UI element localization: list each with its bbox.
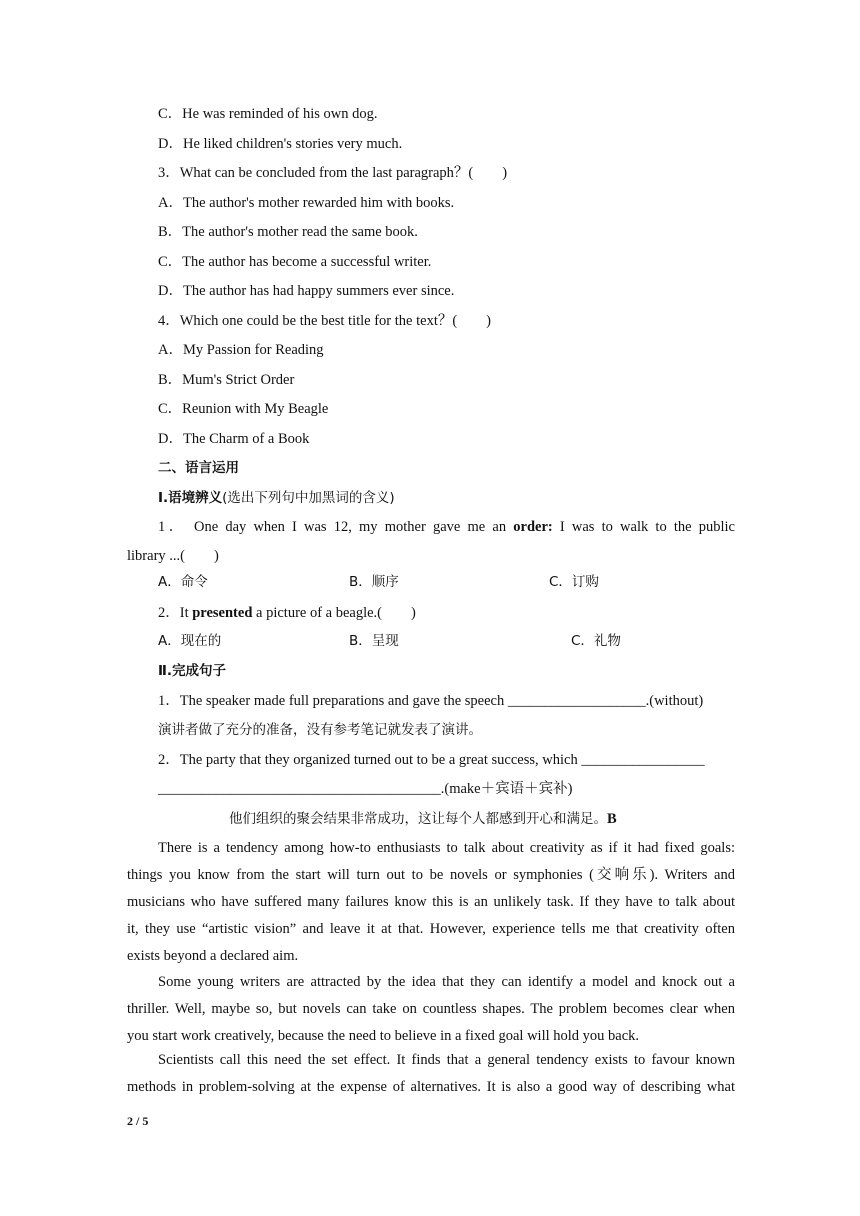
- option-b-q4: B．Mum's Strict Order: [158, 372, 295, 388]
- section-title: 二、语言运用: [158, 460, 239, 476]
- item2-line: [158, 603, 416, 623]
- item2-text-pre: 2．It: [158, 605, 193, 621]
- question-3-stem: 3．What can be concluded from the last paragraph？( ): [158, 165, 508, 181]
- item1-option-c: C．订购: [549, 574, 599, 590]
- option-c-q2: C．He was reminded of his own dog.: [158, 106, 378, 122]
- option-a-q3: A．The author's mother rewarded him with books.: [158, 195, 455, 211]
- option-c-q4: C．Reunion with My Beagle: [158, 401, 329, 417]
- item1-option-b: B．顺序: [349, 574, 399, 590]
- part1-title: [158, 488, 395, 508]
- option-d-q4: D．The Charm of a Book: [158, 431, 310, 447]
- option-a-q4: A．My Passion for Reading: [158, 342, 324, 358]
- passage-p2-line2: thriller. Well, maybe so, but novels can take on countless shapes. The problem becomes clear when: [127, 1001, 735, 1017]
- option-d-q2: D．He liked children's stories very much.: [158, 136, 403, 152]
- item2-option-a: A．现在的: [158, 633, 222, 649]
- sentence2-chinese: [229, 809, 617, 829]
- sentence2-english-b: _______________________________________.(make＋宾语＋宾补): [158, 781, 573, 797]
- page-number: 2 / 5: [127, 1114, 149, 1128]
- item2-bold-word: presented: [192, 605, 253, 621]
- sentence2-chinese-text: 他们组织的聚会结果非常成功，这让每个人都感到开心和满足。: [229, 811, 607, 827]
- question-4-stem: 4．Which one could be the best title for the text？( ): [158, 313, 492, 329]
- sentence2-english-a: 2．The party that they organized turned out to be a great success, which _________________: [158, 752, 705, 768]
- item2-text-post: a picture of a beagle.( ): [252, 605, 416, 621]
- item2-option-c: C．礼物: [571, 633, 621, 649]
- item1-text-post: I was to walk to the public: [552, 519, 735, 535]
- passage-p1-line3: musicians who have suffered many failures know this is an unlikely task. If they have to talk about: [127, 894, 735, 910]
- option-b-q3: B．The author's mother read the same book.: [158, 224, 418, 240]
- passage-label: B: [607, 811, 617, 827]
- passage-p1-line4: it, they use “artistic vision” and leave it at that. However, experience tells me that creativity often: [127, 921, 735, 937]
- passage-p3-line2: methods in problem-solving at the expense of alternatives. It is also a good way of describing what: [127, 1079, 735, 1095]
- option-d-q3: D．The author has had happy summers ever since.: [158, 283, 455, 299]
- item1-text-pre: 1． One day when I was 12, my mother gave me an: [158, 519, 514, 535]
- part2-title: Ⅱ.完成句子: [158, 663, 227, 679]
- passage-p2-line1: Some young writers are attracted by the idea that they can identify a model and knock out a: [158, 974, 735, 990]
- part1-title-main: Ⅰ.语境辨义: [158, 490, 223, 506]
- option-c-q3: C．The author has become a successful writer.: [158, 254, 432, 270]
- passage-p1-line1: There is a tendency among how-to enthusiasts to talk about creativity as if it had fixed goals:: [158, 840, 735, 856]
- part1-title-note: (选出下列句中加黑词的含义): [222, 490, 395, 506]
- item2-option-b: B．呈现: [349, 633, 399, 649]
- item1-bold-word: order:: [513, 519, 553, 535]
- sentence1-english: 1．The speaker made full preparations and gave the speech ___________________.(without): [158, 693, 704, 709]
- sentence1-chinese: 演讲者做了充分的准备，没有参考笔记就发表了演讲。: [158, 722, 482, 738]
- passage-p2-line3: you start work creatively, because the need to believe in a fixed goal will hold you back.: [127, 1028, 640, 1044]
- item1-option-a: A．命令: [158, 574, 208, 590]
- passage-p1-line2: things you know from the start will turn out to be novels or symphonies (交响乐). Writers and: [127, 867, 735, 883]
- passage-p3-line1: Scientists call this need the set effect. It finds that a general tendency exists to favour known: [158, 1052, 735, 1068]
- item1-line2: library ...( ): [127, 548, 219, 564]
- item1-line1: [127, 517, 735, 537]
- passage-p1-line5: exists beyond a declared aim.: [127, 948, 299, 964]
